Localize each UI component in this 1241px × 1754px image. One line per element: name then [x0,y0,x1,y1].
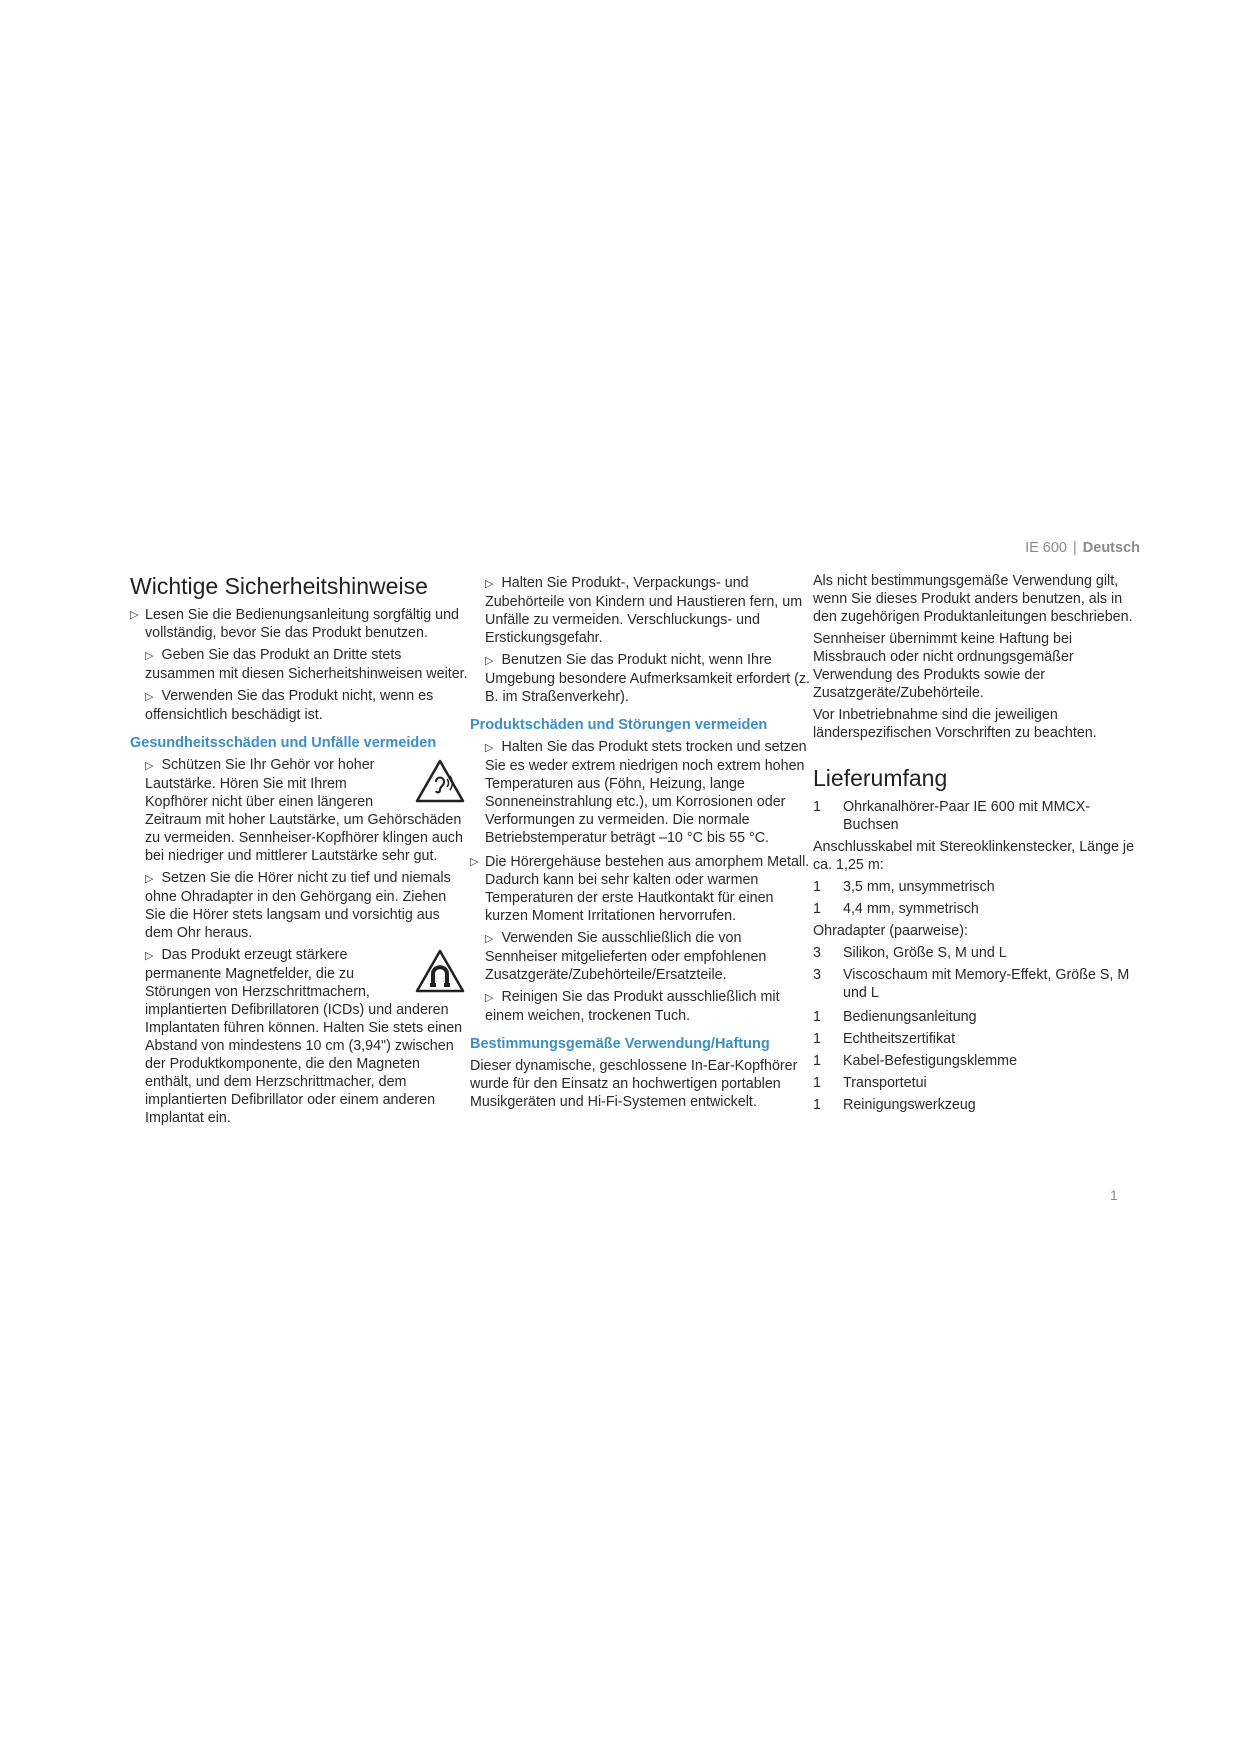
triangle-right-icon: ▷ [485,578,494,590]
item-qty: 1 [813,1075,821,1091]
column-1 [130,572,470,1129]
triangle-right-icon: ▷ [485,742,494,754]
heading-intended-use: Bestimmungsgemäße Verwendung/Haftung [470,1036,770,1052]
intended-use-text: Dieser dynamische, geschlossene In-Ear-Kopfhörer wurde für den Einsatz an hochwertigen portablen Musikgeräten und Hi-Fi-Systemen entwickelt. [470,1058,798,1110]
item-qty: 1 [813,799,821,815]
item-label: Ohrkanalhörer-Paar IE 600 mit MMCX-Buchsen [843,799,1091,833]
triangle-right-icon: ▷ [485,655,494,667]
item-label: Kabel-Befestigungsklemme [843,1053,1018,1069]
item-label: Silikon, Größe S, M und L [843,945,1007,961]
triangle-right-icon: ▷ [470,856,479,868]
health-children-text: Halten Sie Produkt-, Verpackungs- und Zubehörteile von Kindern und Haustieren fern, um Unfälle zu vermeiden. Verschluckungs- und Erstickungsgefahr. [485,575,803,646]
list-item [813,798,1143,834]
health-magnet [145,946,470,1127]
health-insert-text: Setzen Sie die Hörer nicht zu tief und niemals ohne Ohradapter in den Gehörgang ein. Ziehen Sie die Hörer stets langsam und vorsichtig aus dem Ohr heraus. [145,870,451,941]
page-header [900,540,1140,556]
hearing-warning-icon [414,758,466,804]
page-number: 1 [1110,1187,1118,1203]
damage-accessories-text: Verwenden Sie ausschließlich die von Sennheiser mitgelieferten oder empfohlenen Zusatzgeräte/Zubehörteile/Ersatzteile. [485,930,767,983]
intended-use-text-3: Sennheiser übernimmt keine Haftung bei Missbrauch oder nicht ordnungsgemäßer Verwendung des Produkts sowie der Zusatzgeräte/Zubehörteile. [813,631,1074,701]
triangle-right-icon: ▷ [145,873,154,885]
damage-accessories [485,929,810,984]
item-qty: 3 [813,945,821,961]
health-hearing-text: Schützen Sie Ihr Gehör vor hoher Lautstärke. Hören Sie mit Ihrem Kopfhörer nicht über einen längeren Zeitraum mit hoher Lautstärke, um Gehörschäden zu vermeiden. Sennheiser-Kopfhörer klingen auch bei niedriger und mittlerer Lautstärke sehr gut. [145,757,463,864]
health-traffic [485,651,810,706]
list-item [813,1074,1143,1092]
header-language: Deutsch [1082,540,1140,556]
column-3 [813,572,1143,1118]
heading-damage: Produktschäden und Störungen vermeiden [470,717,768,733]
list-item [813,1052,1143,1070]
item-label: 3,5 mm, unsymmetrisch [843,879,995,895]
triangle-right-icon: ▷ [145,691,154,703]
item-qty: 1 [813,1053,821,1069]
health-children [485,574,810,647]
item-qty: 1 [813,1031,821,1047]
item-label: Reinigungswerkzeug [843,1097,976,1113]
damage-cleaning-text: Reinigen Sie das Produkt ausschließlich mit einem weichen, trockenen Tuch. [485,989,780,1024]
magnet-warning-icon [414,948,466,994]
sub-damaged-text: Verwenden Sie das Produkt nicht, wenn es offensichtlich beschädigt ist. [145,688,434,723]
triangle-right-icon: ▷ [485,992,494,1004]
adapter-heading: Ohradapter (paarweise): [813,923,968,939]
list-item [813,966,1143,1002]
item-qty: 1 [813,1009,821,1025]
heading-health: Gesundheitsschäden und Unfälle vermeiden [130,735,437,751]
step-housing-text: Die Hörergehäuse bestehen aus amorphem Metall. Dadurch kann bei sehr kalten oder warmen Temperaturen der erste Hautkontakt für einen kurzen Moment Irritationen hervorrufen. [485,854,810,924]
sub-pass-on-text: Geben Sie das Produkt an Dritte stets zusammen mit diesen Sicherheitshinweisen weiter. [145,647,468,682]
triangle-right-icon: ▷ [145,950,154,962]
item-qty: 1 [813,879,821,895]
triangle-right-icon: ▷ [145,760,154,772]
cable-heading: Anschlusskabel mit Stereoklinkenstecker, Länge je ca. 1,25 m: [813,839,1135,873]
item-qty: 1 [813,901,821,917]
header-separator: | [1073,540,1077,556]
header-product: IE 600 [1025,540,1067,556]
column-2 [470,572,810,1115]
step-housing [470,853,810,925]
health-magnet-text: Das Produkt erzeugt stärkere permanente Magnetfelder, die zu Störungen von Herzschrittmachern, implantierten Defibrillatoren (ICDs) und anderen Implantaten führen können. Halten Sie stets einen Abstand von mindestens 10 cm (3,94") zwischen der Produktkomponente, die den Magneten enthält, und dem Herzschrittmacher, dem implantierten Defibrillator oder einem anderen Implantat ein. [145,947,463,1126]
damage-dry-text: Halten Sie das Produkt stets trocken und setzen Sie es weder extrem niedrigen noch extrem hohen Temperaturen aus (Föhn, Heizung, lange Sonneneinstrahlung etc.), um Korrosionen oder Verformungen zu vermeiden. Die normale Betriebstemperatur beträgt –10 °C bis 55 °C. [485,739,807,846]
item-label: Viscoschaum mit Memory-Effekt, Größe S, M und L [843,967,1130,1001]
list-item [813,878,1143,896]
item-label: Bedienungsanleitung [843,1009,977,1025]
item-qty: 3 [813,967,821,983]
triangle-right-icon: ▷ [130,609,139,621]
step-read-manual-text: Lesen Sie die Bedienungsanleitung sorgfältig und vollständig, bevor Sie das Produkt benutzen. [145,607,459,641]
list-item [813,1008,1143,1026]
sub-damaged [145,687,470,724]
delivery-title: Lieferumfang [813,765,948,791]
list-item [813,944,1143,962]
sub-pass-on [145,646,470,683]
health-hearing [145,756,470,865]
damage-cleaning [485,988,810,1025]
triangle-right-icon: ▷ [485,933,494,945]
intended-use-text-2: Als nicht bestimmungsgemäße Verwendung gilt, wenn Sie dieses Produkt anders benutzen, als in den zugehörigen Produktanleitungen beschrieben. [813,573,1133,625]
item-label: 4,4 mm, symmetrisch [843,901,979,917]
item-qty: 1 [813,1097,821,1113]
health-insert [145,869,470,942]
list-item [813,1030,1143,1048]
list-item [813,900,1143,918]
health-traffic-text: Benutzen Sie das Produkt nicht, wenn Ihre Umgebung besondere Aufmerksamkeit erfordert (z. B. im Straßenverkehr). [485,652,811,705]
damage-dry [485,738,810,847]
step-read-manual [130,606,470,642]
triangle-right-icon: ▷ [145,650,154,662]
intended-use-text-4: Vor Inbetriebnahme sind die jeweiligen länderspezifischen Vorschriften zu beachten. [813,707,1097,741]
safety-title: Wichtige Sicherheitshinweise [130,573,428,599]
item-label: Echtheitszertifikat [843,1031,956,1047]
item-label: Transportetui [843,1075,927,1091]
list-item [813,1096,1143,1114]
